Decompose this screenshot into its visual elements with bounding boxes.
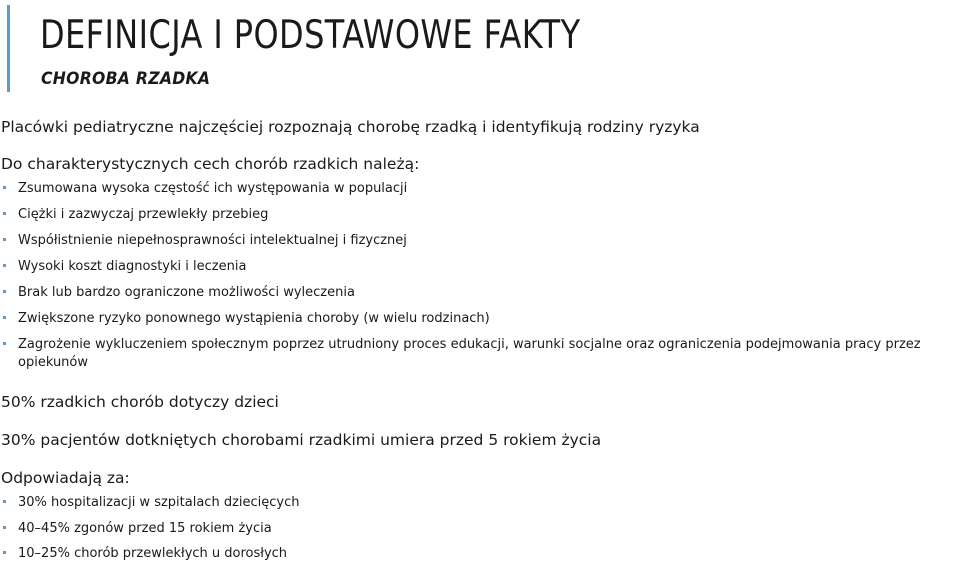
slide-title: DEFINICJA I PODSTAWOWE FAKTY [40, 13, 581, 58]
bullet-icon [3, 186, 6, 189]
bullet-icon [3, 238, 6, 241]
characteristics-item-text: Ciężki i zazwyczaj przewlekły przebieg [18, 207, 269, 222]
characteristics-heading: Do charakterystycznych cech chorób rzadkich należą: [1, 155, 420, 173]
characteristics-item-text-line1: Zagrożenie wykluczeniem społecznym poprzez utrudniony proces edukacji, warunki socjalne oraz ograniczenia podejmowania pracy przez [18, 337, 921, 352]
bullet-icon [3, 212, 6, 215]
characteristics-item-text: Współistnienie niepełnosprawności intelektualnej i fizycznej [18, 233, 407, 248]
bullet-icon [3, 342, 6, 345]
fact-children: 50% rzadkich chorób dotyczy dzieci [1, 393, 279, 411]
title-accent-bar [7, 5, 10, 92]
bullet-icon [3, 316, 6, 319]
bullet-icon [3, 500, 6, 503]
responsible-heading: Odpowiadają za: [1, 469, 130, 487]
bullet-icon [3, 290, 6, 293]
responsible-item-text: 10–25% chorób przewlekłych u dorosłych [18, 546, 288, 561]
intro-paragraph: Placówki pediatryczne najczęściej rozpoznają chorobę rzadką i identyfikują rodziny ryzyka [1, 118, 700, 136]
characteristics-item [0, 336, 960, 372]
characteristics-item-text: Wysoki koszt diagnostyki i leczenia [18, 259, 247, 274]
responsible-item-text: 40–45% zgonów przed 15 rokiem życia [18, 521, 272, 536]
bullet-icon [3, 551, 6, 554]
slide-subtitle: CHOROBA RZADKA [41, 69, 211, 89]
responsible-item-text: 30% hospitalizacji w szpitalach dziecięcych [18, 495, 300, 510]
bullet-icon [3, 264, 6, 267]
characteristics-item-text: Zsumowana wysoka częstość ich występowania w populacji [18, 181, 408, 196]
characteristics-item-text: Zwiększone ryzyko ponownego wystąpienia choroby (w wielu rodzinach) [18, 311, 490, 326]
characteristics-item-text-line2: opiekunów [18, 355, 89, 370]
characteristics-item-text [18, 336, 960, 372]
characteristics-item-text: Brak lub bardzo ograniczone możliwości wyleczenia [18, 285, 355, 300]
fact-mortality: 30% pacjentów dotkniętych chorobami rzadkimi umiera przed 5 rokiem życia [1, 431, 602, 449]
bullet-icon [3, 526, 6, 529]
